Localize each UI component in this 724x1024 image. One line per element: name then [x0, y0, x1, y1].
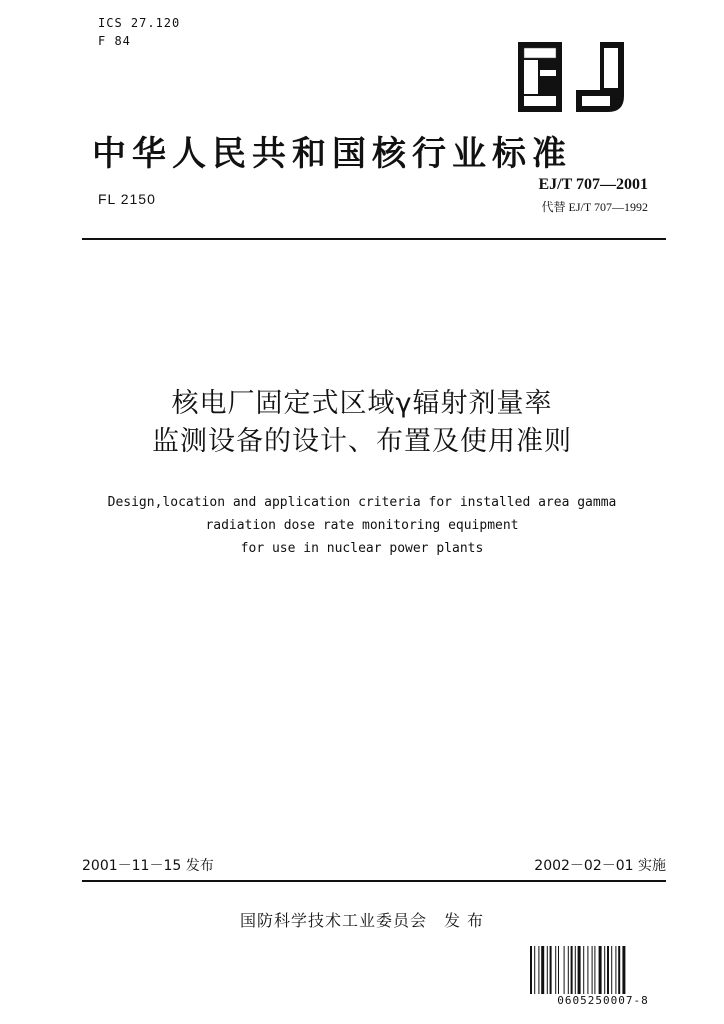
ics-code: ICS 27.120 — [98, 16, 181, 30]
replaces-standard: 代替 EJ/T 707—1992 — [541, 200, 648, 214]
issue-date: 2001－11－15 发布 — [82, 858, 214, 874]
issuing-authority: 国防科学技术工业委员会 发 布 — [239, 911, 485, 930]
standard-title: 中华人民共和国核行业标准 — [92, 134, 572, 174]
footer-divider — [82, 880, 666, 882]
classification-code: F 84 — [98, 34, 131, 48]
barcode-icon — [530, 946, 666, 994]
ej-logo — [516, 40, 626, 114]
document-title-en-line1: Design,location and application criteria for installed area gamma — [107, 495, 617, 510]
standard-number: EJ/T 707—2001 — [538, 176, 648, 193]
fl-code: FL 2150 — [98, 191, 156, 207]
document-title-en-line3: for use in nuclear power plants — [240, 541, 484, 556]
barcode-number: 0605250007-8 — [557, 994, 649, 1006]
document-title-cn-line2: 监测设备的设计、布置及使用准则 — [152, 426, 572, 457]
document-title-en-line2: radiation dose rate monitoring equipment — [205, 518, 519, 533]
header-divider — [82, 238, 666, 240]
effective-date: 2002－02－01 实施 — [534, 858, 666, 874]
document-title-cn-line1: 核电厂固定式区域γ辐射剂量率 — [171, 388, 553, 419]
